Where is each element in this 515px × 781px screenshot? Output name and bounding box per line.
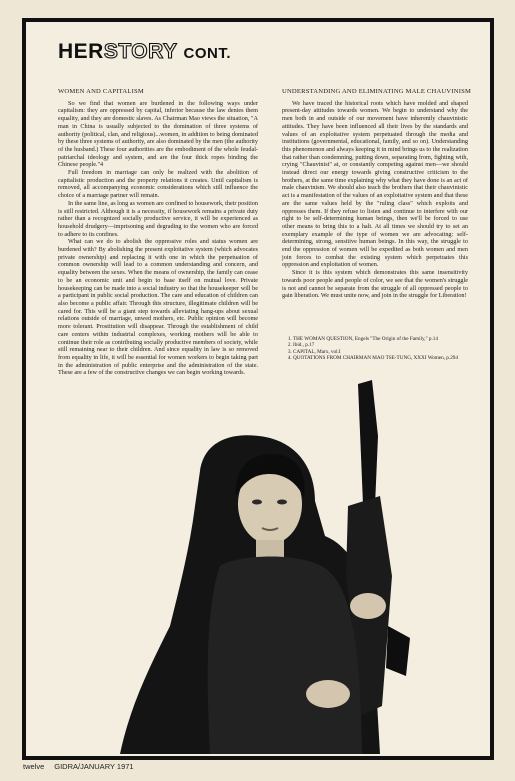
left-column	[58, 88, 258, 377]
left-paragraph: In the same line, as long as women are confined to housework, their position is still restricted. Although it is a necessity, if housework remains a private duty rather than a recognized socially productive service, it will be experienced as household drudgery—imprisoning and degrading to the women who are forced to adhere to its confines.	[58, 199, 258, 238]
footnote: 4. QUOTATIONS FROM CHAIRMAN MAO TSE-TUNG, XXXI Women, p.294	[293, 355, 472, 361]
left-heading: WOMEN AND CAPITALISM	[58, 88, 144, 95]
publication-date: GIDRA/JANUARY 1971	[54, 762, 134, 771]
page-number-word: twelve	[23, 762, 45, 771]
left-paragraph: Full freedom in marriage can only be realized with the abolition of capitalistic production and the property relations it creates. Until capitalism is removed, all accompanying economic considerations which still influence the choice of a marriage partner will remain.	[58, 169, 258, 200]
eye-left	[252, 500, 262, 505]
footnote: 2. Ibid., p.17	[293, 342, 472, 348]
eye-right	[277, 500, 287, 505]
right-paragraph: We have traced the historical roots which have molded and shaped present-day attitudes towards women. We begin to understand why the men both in and outside of our movement have inherently chauvinistic attitudes. They have been influenced all their lives by the standards and values of an exploitative system perpetuated through the media and institutions (governmental, educational, family, and so on). Understanding this phenomenon and always keeping it in mind brings us to the realization that rather than condemning, putting down, separating from, fighting with, crying "Chauvinist" at, or constantly competing against men—we should instead direct our energy towards giving constructive criticism to the brothers, at the same time explaining why what they have done is an act of male chauvinism. We should also teach the brothers that their chauvinistic act is a manifestation of the values of an exploitative system and that these are the same values held by the "ruling class" which exploits and oppresses them. If they refuse to listen and continue to interfere with our right to be self-determining human beings, then we'll be forced to use other means to bring this to a halt. At all times we should try to set an exemplary example of the type of women we are advocating: self-determining, strong, sensitive human beings. In this way, the struggle to end the oppression of women will be expedited as both women and men join forces to combat the existing system which perpetuates this oppression and exploitation of women.	[282, 99, 468, 269]
title-cont: CONT.	[183, 45, 232, 62]
page-footer	[23, 762, 134, 771]
right-heading: UNDERSTANDING AND ELIMINATING MALE CHAUVINISM	[282, 88, 472, 95]
neck	[256, 540, 284, 558]
rifle-magazine	[386, 626, 410, 676]
left-paragraph: What can we do to abolish the oppressive roles and status women are burdened with? By abolishing the present exploitative system (which advocates private ownership) and replacing it with one in which the perpetuation of common ownership will lead to a common understanding and concern, and equality between the sexes. When the means of ownership, the family can cease to be an economic unit and begin to base itself on mutual love. Private housekeeping can be made into a social industry so that the housekeeper will be a participant in public social production. The care and education of children can also become a public affair. Through this structure, illegitimate children will be cared for. This will be a giant step towards alleviating hang-ups about sexual relations outside of marriage, unwed mothers, etc. Public opinion will become more tolerant. Prostitution will disappear. Through the establishment of child care centers within industrial complexes, working mothers will be able to continue their role as contributing socially productive members of society, while still remaining near to their children. And since equality in law is so removed from equality in life, it will be essential for women workers to begin taking part in the administration of public enterprise and the administration of the state. These are a few of the constructive changes we can begin working towards.	[58, 238, 258, 377]
right-paragraph: Since it is this system which demonstrates this same insensitivity towards poor people and people of color, we see that the women's struggle is not and cannot be separate from the struggle of all oppressed people to gain liberation. We must unite now, and join in the struggle for Liberation!	[282, 269, 468, 300]
footnote: 3. CAPITAL, Marx, vol.I	[293, 349, 472, 355]
footnote: 1. THE WOMAN QUESTION, Engels "The Origin of the Family," p.14	[293, 336, 472, 342]
right-column	[282, 88, 472, 300]
footnotes	[282, 336, 472, 362]
hand-upper	[350, 593, 386, 619]
title-story: STORY	[103, 40, 178, 63]
woman-with-rifle-photo	[110, 376, 496, 754]
left-paragraph: So we find that women are burdened in the following ways under capitalism: they are oppressed by capital, inferior because the law denies them equality, and they are domestic slaves. As Chairman Mao views the situation, "A man in China is usually subjected to the domination of three systems of authority (political, clan, and religious)...women, in addition to being dominated by these three systems of authority, are also dominated by the men (the authority of the husband.) These four authorities are the embodiment of the whole feudal-patriarchal ideology and system, and are the four thick ropes binding the Chinese people."4	[58, 99, 258, 169]
title-her: HER	[58, 40, 104, 63]
blouse	[208, 557, 362, 755]
page-title	[58, 40, 231, 64]
hand-lower	[306, 680, 350, 708]
